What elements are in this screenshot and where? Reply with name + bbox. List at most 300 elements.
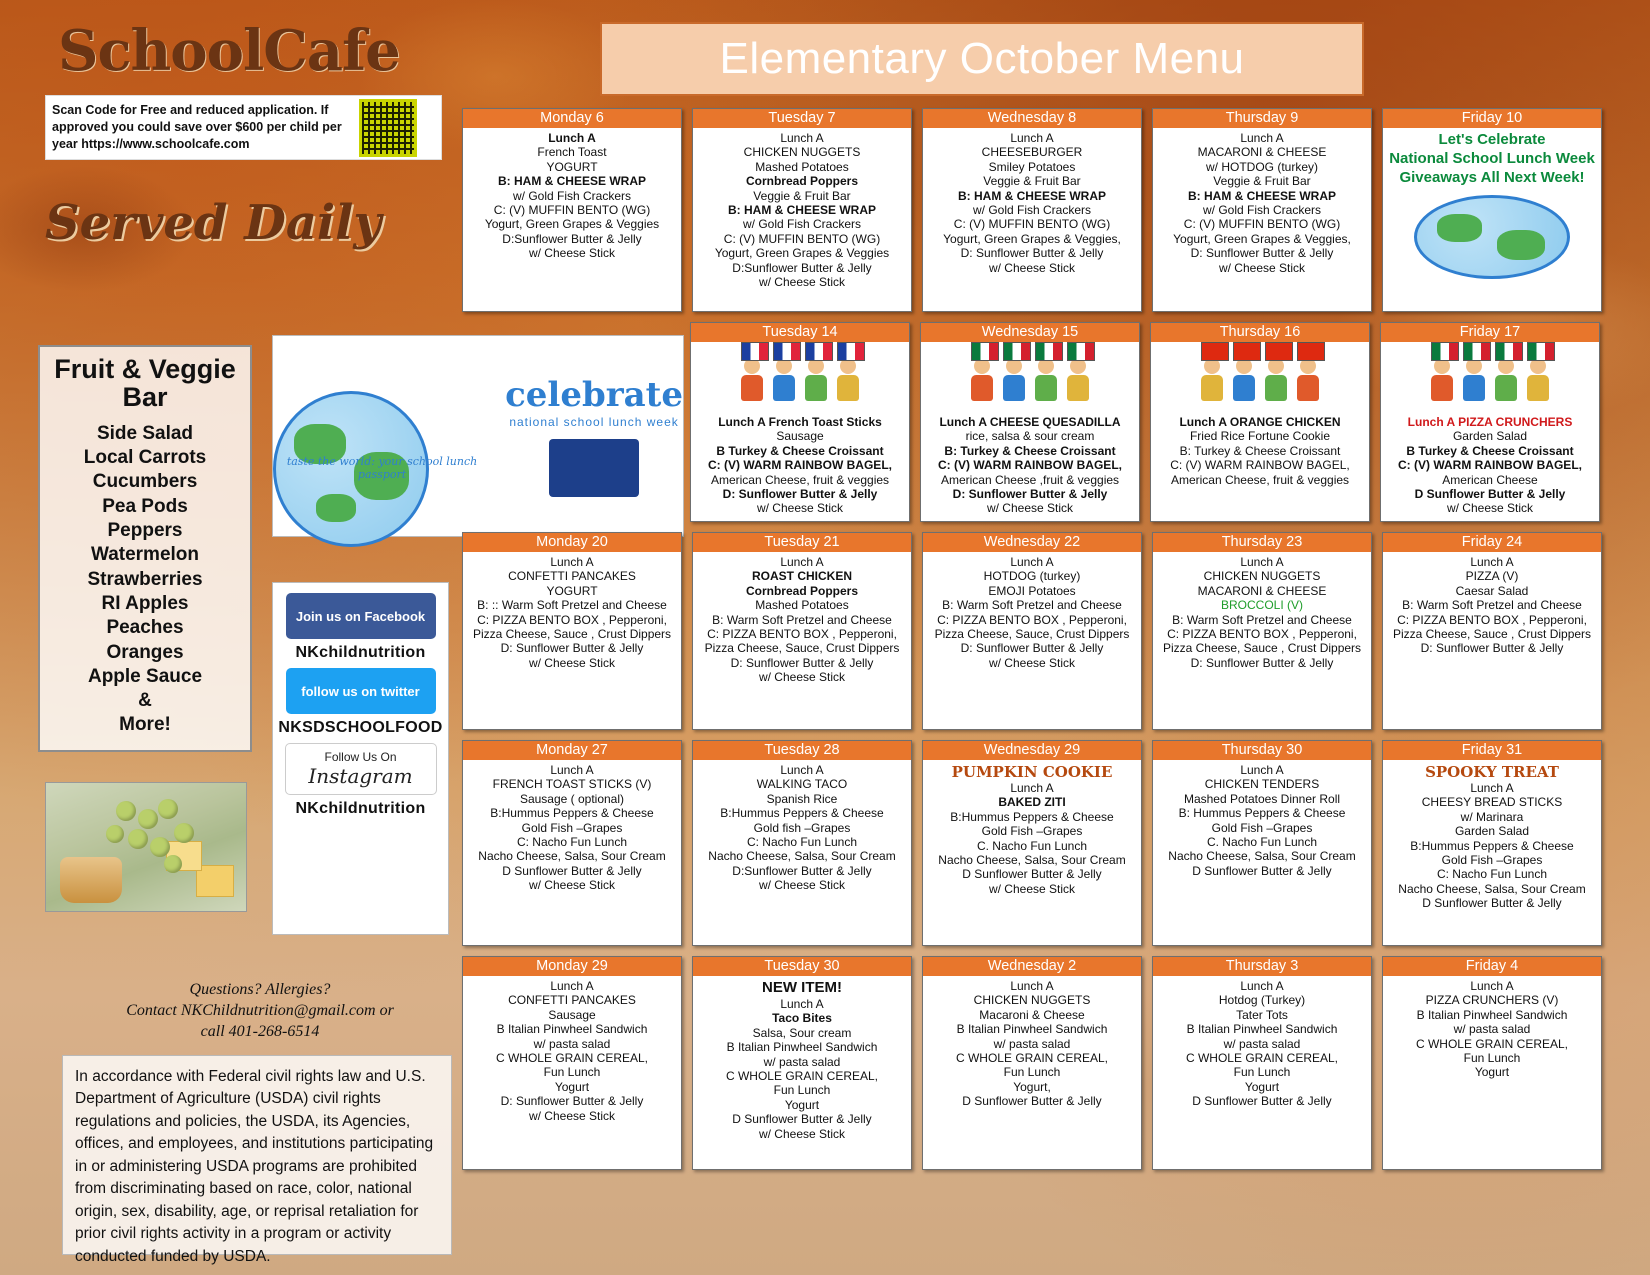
menu-line: YOGURT	[546, 583, 598, 598]
list-item: RI Apples	[101, 592, 189, 614]
menu-line: Yogurt	[1474, 1065, 1510, 1080]
list-item: Peaches	[106, 617, 184, 639]
fruit-veggie-bar-panel	[38, 345, 252, 752]
menu-line: B: HAM & CHEESE WRAP	[1187, 188, 1336, 203]
menu-line: w/ Cheese Stick	[988, 881, 1076, 896]
menu-line: C: Nacho Fun Lunch	[746, 834, 858, 849]
menu-line: Lunch A	[1010, 555, 1054, 569]
menu-line: Garden Salad	[1454, 824, 1530, 839]
france-flag-kids-icon	[691, 342, 909, 412]
menu-line: Yogurt, Green Grapes & Veggies,	[943, 231, 1121, 246]
menu-line: C. Nacho Fun Lunch	[1206, 834, 1318, 849]
menu-line: Spanish Rice	[766, 791, 838, 806]
day-header: Wednesday 29	[923, 741, 1141, 760]
menu-line: Lunch A	[1240, 131, 1284, 145]
menu-line: Yogurt	[554, 1079, 590, 1094]
menu-line: D:Sunflower Butter & Jelly	[732, 863, 872, 878]
menu-line: C: (V) WARM RAINBOW BAGEL,	[938, 458, 1122, 473]
menu-line: D: Sunflower Butter & Jelly	[500, 1094, 644, 1109]
day-menu	[1383, 128, 1601, 311]
day-menu	[921, 412, 1139, 521]
menu-line: Mashed Potatoes	[755, 159, 849, 174]
menu-line: w/ Cheese Stick	[988, 260, 1076, 275]
day-menu	[463, 760, 681, 945]
list-item: Oranges	[106, 641, 184, 663]
menu-line: C WHOLE GRAIN CEREAL,	[1415, 1036, 1569, 1051]
menu-line: B: :: Warm Soft Pretzel and Cheese	[477, 598, 667, 613]
fruit-veggie-bar-list	[40, 422, 250, 738]
menu-line: MACARONI & CHEESE	[1197, 145, 1327, 160]
globe-icon	[1414, 195, 1570, 279]
menu-line: C: PIZZA BENTO BOX , Pepperoni,	[1397, 612, 1587, 627]
day-header: Monday 20	[463, 533, 681, 552]
day-menu	[1383, 552, 1601, 729]
menu-line: w/ Cheese Stick	[528, 655, 616, 670]
menu-line: rice, salsa & sour cream	[965, 429, 1095, 444]
day-header: Monday 6	[463, 109, 681, 128]
menu-line: American Cheese, fruit & veggies	[710, 472, 890, 487]
qr-code-icon[interactable]	[359, 99, 417, 157]
day-cell-monday-27[interactable]	[462, 740, 682, 946]
day-header: Friday 4	[1383, 957, 1601, 976]
day-cell-thursday-30[interactable]	[1152, 740, 1372, 946]
calendar-week-row	[462, 108, 1614, 312]
menu-line: Fun Lunch	[1003, 1065, 1061, 1080]
day-menu	[923, 760, 1141, 945]
instagram-handle: NKchildnutrition	[295, 800, 426, 817]
menu-line: B: HAM & CHEESE WRAP	[727, 202, 876, 217]
menu-line: D Sunflower Butter & Jelly	[1414, 486, 1566, 501]
menu-line: Gold fish –Grapes	[753, 820, 851, 835]
list-item: Peppers	[107, 519, 183, 541]
day-cell-friday-4-nov[interactable]	[1382, 956, 1602, 1170]
list-item: Side Salad	[96, 422, 194, 444]
menu-line: B: Warm Soft Pretzel and Cheese	[1402, 598, 1582, 613]
menu-line: Sausage ( optional)	[519, 791, 625, 806]
mexico-flag-kids-icon	[921, 342, 1139, 412]
menu-line: w/ pasta salad	[1223, 1036, 1301, 1051]
menu-line: American Cheese ,fruit & veggies	[940, 472, 1120, 487]
menu-line: Nacho Cheese, Salsa, Sour Cream	[938, 852, 1126, 867]
day-menu	[693, 760, 911, 945]
menu-line: NEW ITEM!	[762, 979, 842, 996]
menu-line: SPOOKY TREAT	[1425, 763, 1559, 781]
menu-line: D: Sunflower Butter & Jelly	[500, 641, 644, 656]
menu-line: D: Sunflower Butter & Jelly	[960, 246, 1104, 261]
day-cell-friday-31[interactable]	[1382, 740, 1602, 946]
china-flag-kids-icon	[1151, 342, 1369, 412]
menu-line: Salsa, Sour cream	[752, 1025, 852, 1040]
day-header: Friday 17	[1381, 323, 1599, 342]
menu-line: w/ Gold Fish Crackers	[742, 217, 862, 232]
menu-line: CHICKEN TENDERS	[1204, 777, 1320, 792]
twitter-button[interactable]: follow us on twitter	[286, 668, 436, 714]
menu-line: B: HAM & CHEESE WRAP	[957, 188, 1106, 203]
menu-line: B Turkey & Cheese Croissant	[1406, 443, 1574, 458]
menu-line: Lunch A	[780, 131, 824, 145]
menu-line: w/ pasta salad	[1453, 1022, 1531, 1037]
menu-line: C: (V) WARM RAINBOW BAGEL,	[708, 458, 892, 473]
day-cell-wednesday-2-nov[interactable]	[922, 956, 1142, 1170]
celebrate-banner-cell	[462, 322, 680, 520]
menu-line: Cornbread Poppers	[745, 583, 859, 598]
list-item: Apple Sauce	[87, 665, 203, 687]
day-header: Tuesday 21	[693, 533, 911, 552]
menu-line: w/ Cheese Stick	[988, 655, 1076, 670]
menu-line: Caesar Salad	[1455, 583, 1529, 598]
menu-line: Lunch A	[1470, 979, 1514, 993]
menu-line: w/ Gold Fish Crackers	[972, 202, 1092, 217]
menu-line: Veggie & Fruit Bar	[753, 188, 851, 203]
menu-line: Hotdog (Turkey)	[1218, 993, 1306, 1008]
menu-line: D: Sunflower Butter & Jelly	[722, 486, 878, 501]
calendar-week-row	[462, 322, 1614, 522]
instagram-label: Instagram	[308, 764, 413, 788]
menu-line: w/ Marinara	[1460, 809, 1524, 824]
day-menu	[923, 976, 1141, 1169]
calendar-week-row	[462, 740, 1614, 946]
menu-line: Lunch A	[1010, 979, 1054, 993]
menu-line: Sausage	[776, 429, 824, 444]
menu-line: C: Nacho Fun Lunch	[516, 834, 628, 849]
menu-line: C: Nacho Fun Lunch	[1436, 867, 1548, 882]
day-header: Friday 24	[1383, 533, 1601, 552]
menu-line: w/ Cheese Stick	[758, 274, 846, 289]
day-menu	[693, 976, 911, 1169]
menu-line: C WHOLE GRAIN CEREAL,	[1185, 1050, 1339, 1065]
menu-line: Yogurt	[784, 1097, 820, 1112]
facebook-button[interactable]: Join us on Facebook	[286, 593, 436, 639]
menu-calendar	[462, 108, 1614, 1180]
menu-line: D: Sunflower Butter & Jelly	[952, 486, 1108, 501]
day-cell-monday-6[interactable]	[462, 108, 682, 312]
menu-line: Yogurt,	[1013, 1079, 1051, 1094]
menu-line: Fun Lunch	[1463, 1050, 1521, 1065]
menu-line: w/ Cheese Stick	[986, 501, 1074, 516]
menu-line: Macaroni & Cheese	[979, 1007, 1085, 1022]
menu-line: B: Warm Soft Pretzel and Cheese	[712, 612, 892, 627]
menu-line: C: (V) MUFFIN BENTO (WG)	[953, 217, 1111, 232]
menu-line: D: Sunflower Butter & Jelly	[1420, 641, 1564, 656]
menu-line: C: PIZZA BENTO BOX , Pepperoni,	[937, 612, 1127, 627]
day-cell-tuesday-21[interactable]	[692, 532, 912, 730]
menu-line: Smiley Potatoes	[988, 159, 1076, 174]
menu-line: Nacho Cheese, Salsa, Sour Cream	[478, 849, 666, 864]
menu-line: WALKING TACO	[756, 777, 848, 792]
usda-nondiscrimination-statement: In accordance with Federal civil rights law and U.S. Department of Agriculture (USDA) civil rights regulations and policies, the USDA, its Agencies, offices, and employees, and institutions participating in or administering USDA programs are prohibited from discriminating based on race, color, national origin, sex, disability, age, or reprisal retaliation for prior civil rights activity in a program or activity conducted funded by USDA.	[62, 1055, 452, 1255]
menu-line: Gold Fish –Grapes	[1441, 852, 1543, 867]
fruit-veggie-bar-heading: Fruit & Veggie Bar	[54, 354, 236, 413]
menu-line: C: (V) WARM RAINBOW BAGEL,	[1398, 458, 1582, 473]
day-cell-thursday-16[interactable]	[1150, 322, 1370, 522]
menu-line: Yogurt, Green Grapes & Veggies	[484, 217, 660, 232]
menu-line: Lunch A	[550, 555, 594, 569]
list-item: Local Carrots	[83, 447, 207, 468]
menu-line: B Italian Pinwheel Sandwich	[726, 1040, 878, 1055]
day-menu	[693, 128, 911, 311]
muffin-icon	[60, 857, 122, 903]
menu-line: B Italian Pinwheel Sandwich	[956, 1022, 1108, 1037]
menu-line: D Sunflower Butter & Jelly	[502, 863, 642, 878]
menu-line: FRENCH TOAST STICKS (V)	[492, 777, 652, 792]
menu-line: B: Hummus Peppers & Cheese	[1178, 806, 1346, 821]
day-header: Friday 10	[1383, 109, 1601, 128]
day-header: Tuesday 28	[693, 741, 911, 760]
day-cell-thursday-23[interactable]	[1152, 532, 1372, 730]
menu-line: CONFETTI PANCAKES	[508, 993, 636, 1008]
menu-line: ROAST CHICKEN	[751, 569, 852, 584]
menu-line: w/ pasta salad	[993, 1036, 1071, 1051]
day-cell-friday-24[interactable]	[1382, 532, 1602, 730]
menu-line: B Turkey & Cheese Croissant	[716, 443, 884, 458]
day-header: Thursday 30	[1153, 741, 1371, 760]
menu-line: w/ Cheese Stick	[756, 501, 844, 516]
menu-line: American Cheese, fruit & veggies	[1170, 472, 1350, 487]
social-links-panel	[272, 582, 449, 935]
menu-line: C: (V) MUFFIN BENTO (WG)	[723, 231, 881, 246]
day-cell-tuesday-28[interactable]	[692, 740, 912, 946]
day-cell-wednesday-29[interactable]	[922, 740, 1142, 946]
menu-line: Yogurt, Green Grapes & Veggies,	[1173, 231, 1351, 246]
schoolcafe-logo: SchoolCafe	[58, 18, 400, 84]
day-menu	[1153, 976, 1371, 1169]
menu-line: Veggie & Fruit Bar	[983, 174, 1081, 189]
menu-line: American Cheese	[1442, 472, 1538, 487]
menu-line: B: Warm Soft Pretzel and Cheese	[942, 598, 1122, 613]
questions-line-2: Contact NKChildnutrition@gmail.com or	[126, 1001, 394, 1019]
day-cell-tuesday-30-nov[interactable]	[692, 956, 912, 1170]
list-item: Watermelon	[90, 544, 200, 566]
menu-line: Garden Salad	[1452, 429, 1528, 444]
calendar-week-row	[462, 956, 1614, 1170]
celebrate-word: celebrate	[505, 375, 683, 415]
menu-line: C WHOLE GRAIN CEREAL,	[495, 1050, 649, 1065]
menu-line: Fun Lunch	[543, 1065, 601, 1080]
menu-line: B:Hummus Peppers & Cheese	[1410, 838, 1574, 853]
menu-line: Lunch A	[780, 763, 824, 777]
menu-line: Let's Celebrate	[1438, 131, 1546, 148]
day-header: Tuesday 7	[693, 109, 911, 128]
day-header: Thursday 16	[1151, 323, 1369, 342]
menu-line: D Sunflower Butter & Jelly	[962, 867, 1102, 882]
lunch-tray-photo	[45, 782, 247, 912]
menu-line: CHICKEN NUGGETS	[743, 145, 861, 160]
day-header: Tuesday 14	[691, 323, 909, 342]
menu-line: Lunch A	[780, 555, 824, 569]
menu-line: Lunch A	[1470, 781, 1514, 795]
day-menu	[691, 412, 909, 521]
menu-line: w/ pasta salad	[763, 1054, 841, 1069]
menu-line: Lunch A	[1470, 555, 1514, 569]
list-item: &	[138, 690, 152, 712]
menu-line: YOGURT	[546, 159, 598, 174]
menu-line: B: Warm Soft Pretzel and Cheese	[1172, 612, 1352, 627]
menu-line: D: Sunflower Butter & Jelly	[1190, 655, 1334, 670]
menu-line: Gold Fish –Grapes	[1211, 820, 1313, 835]
menu-line: Lunch A French Toast Sticks	[718, 415, 882, 429]
menu-line: Lunch A	[550, 979, 594, 993]
menu-line: Lunch A PIZZA CRUNCHERS	[1407, 415, 1573, 429]
served-daily-heading: Served Daily	[45, 195, 382, 251]
menu-line: C WHOLE GRAIN CEREAL,	[725, 1068, 879, 1083]
menu-line: Fried Rice Fortune Cookie	[1189, 429, 1331, 444]
menu-line: D Sunflower Butter & Jelly	[1192, 863, 1332, 878]
menu-line: C: (V) MUFFIN BENTO (WG)	[1183, 217, 1341, 232]
day-header: Wednesday 2	[923, 957, 1141, 976]
menu-line: PUMPKIN COOKIE	[951, 763, 1113, 781]
menu-line: w/ pasta salad	[533, 1036, 611, 1051]
menu-line: B:Hummus Peppers & Cheese	[950, 809, 1114, 824]
day-cell-friday-17[interactable]	[1380, 322, 1600, 522]
menu-line: D: Sunflower Butter & Jelly	[1190, 246, 1334, 261]
menu-line: B:Hummus Peppers & Cheese	[720, 806, 884, 821]
day-cell-wednesday-8[interactable]	[922, 108, 1142, 312]
menu-line: w/ Cheese Stick	[528, 1108, 616, 1123]
list-item: Pea Pods	[102, 495, 188, 517]
menu-line: Lunch A	[780, 997, 824, 1011]
day-cell-friday-10[interactable]	[1382, 108, 1602, 312]
menu-line: D Sunflower Butter & Jelly	[962, 1094, 1102, 1109]
menu-line: Pizza Cheese, Sauce , Crust Dippers	[1162, 641, 1362, 656]
menu-line: B Italian Pinwheel Sandwich	[1186, 1022, 1338, 1037]
menu-line: Tater Tots	[1236, 1007, 1288, 1022]
menu-line: Nacho Cheese, Salsa, Sour Cream	[1398, 881, 1586, 896]
menu-line: w/ Cheese Stick	[758, 1126, 846, 1141]
menu-line: Fun Lunch	[773, 1083, 831, 1098]
menu-line: D:Sunflower Butter & Jelly	[732, 260, 872, 275]
day-menu	[923, 128, 1141, 311]
menu-line: w/ Gold Fish Crackers	[1202, 202, 1322, 217]
menu-line: B Italian Pinwheel Sandwich	[1416, 1007, 1568, 1022]
menu-line: Lunch A	[548, 131, 596, 145]
menu-line: w/ Cheese Stick	[758, 878, 846, 893]
menu-line: B Italian Pinwheel Sandwich	[496, 1022, 648, 1037]
menu-line: Lunch A	[1010, 781, 1054, 795]
menu-line: CHICKEN NUGGETS	[1203, 569, 1321, 584]
menu-line: D: Sunflower Butter & Jelly	[960, 641, 1104, 656]
menu-line: Pizza Cheese, Sauce, Crust Dippers	[704, 641, 900, 656]
day-menu	[693, 552, 911, 729]
menu-line: D:Sunflower Butter & Jelly	[502, 231, 642, 246]
questions-line-3: call 401-268-6514	[200, 1022, 320, 1040]
day-menu	[1381, 412, 1599, 521]
instagram-button[interactable]	[285, 743, 437, 795]
day-cell-monday-20[interactable]	[462, 532, 682, 730]
day-cell-monday-29-nov[interactable]	[462, 956, 682, 1170]
page-title-text: Elementary October Menu	[719, 34, 1245, 83]
day-header: Wednesday 15	[921, 323, 1139, 342]
menu-line: w/ Cheese Stick	[1446, 501, 1534, 516]
menu-line: CHICKEN NUGGETS	[973, 993, 1091, 1008]
questions-contact-block	[80, 980, 440, 1042]
day-cell-wednesday-15[interactable]	[920, 322, 1140, 522]
menu-line: C WHOLE GRAIN CEREAL,	[955, 1050, 1109, 1065]
menu-line: Yogurt, Green Grapes & Veggies	[714, 246, 890, 261]
menu-line: Nacho Cheese, Salsa, Sour Cream	[1168, 849, 1356, 864]
facebook-handle: NKchildnutrition	[295, 644, 426, 661]
day-cell-thursday-9[interactable]	[1152, 108, 1372, 312]
day-menu	[463, 552, 681, 729]
menu-line: CHEESY BREAD STICKS	[1421, 795, 1563, 810]
menu-line: Lunch A	[1240, 979, 1284, 993]
day-menu	[463, 128, 681, 311]
menu-line: C: PIZZA BENTO BOX , Pepperoni,	[477, 612, 667, 627]
menu-line: D Sunflower Butter & Jelly	[1422, 896, 1562, 911]
day-menu	[1383, 976, 1601, 1169]
list-item: Strawberries	[87, 568, 203, 590]
menu-line: Mashed Potatoes Dinner Roll	[1183, 791, 1341, 806]
menu-line: Giveaways All Next Week!	[1399, 168, 1585, 186]
menu-line: Taco Bites	[772, 1011, 832, 1026]
menu-line: D Sunflower Butter & Jelly	[1192, 1094, 1332, 1109]
day-menu	[1151, 412, 1369, 521]
menu-line: PIZZA (V)	[1465, 569, 1519, 584]
menu-line: BAKED ZITI	[998, 795, 1066, 810]
day-header: Thursday 23	[1153, 533, 1371, 552]
day-cell-tuesday-14[interactable]	[690, 322, 910, 522]
menu-line: Mashed Potatoes	[755, 598, 849, 613]
menu-line: D: Sunflower Butter & Jelly	[730, 655, 874, 670]
day-header: Monday 27	[463, 741, 681, 760]
menu-line: Pizza Cheese, Sauce , Crust Dippers	[472, 626, 672, 641]
list-item: Cucumbers	[92, 471, 198, 493]
menu-line: EMOJI Potatoes	[988, 583, 1076, 598]
day-header: Tuesday 30	[693, 957, 911, 976]
day-menu	[463, 976, 681, 1169]
qr-application-box	[45, 95, 442, 160]
day-cell-tuesday-7[interactable]	[692, 108, 912, 312]
day-header: Monday 29	[463, 957, 681, 976]
list-item: More!	[119, 714, 171, 736]
menu-line: HOTDOG (turkey)	[983, 569, 1081, 584]
menu-line: PIZZA CRUNCHERS (V)	[1425, 993, 1559, 1008]
menu-line: B: Turkey & Cheese Croissant	[1179, 443, 1341, 458]
menu-line: Lunch A CHEESE QUESADILLA	[939, 415, 1121, 429]
menu-line: w/ Cheese Stick	[528, 878, 616, 893]
menu-line: Fun Lunch	[1233, 1065, 1291, 1080]
menu-line: Nacho Cheese, Salsa, Sour Cream	[708, 849, 896, 864]
day-cell-wednesday-22[interactable]	[922, 532, 1142, 730]
day-menu	[1153, 128, 1371, 311]
twitter-handle: NKSDSCHOOLFOOD	[278, 719, 443, 736]
menu-line: C: PIZZA BENTO BOX , Pepperoni,	[1167, 626, 1357, 641]
menu-line: w/ Cheese Stick	[758, 670, 846, 685]
menu-line: w/ Cheese Stick	[1218, 260, 1306, 275]
day-header: Wednesday 8	[923, 109, 1141, 128]
page-title	[600, 22, 1364, 96]
day-cell-thursday-3-nov[interactable]	[1152, 956, 1372, 1170]
day-header: Wednesday 22	[923, 533, 1141, 552]
menu-line: Veggie & Fruit Bar	[1213, 174, 1311, 189]
instagram-top-label: Follow Us On	[324, 750, 397, 764]
menu-line: Pizza Cheese, Sauce, Crust Dippers	[934, 626, 1130, 641]
menu-line: National School Lunch Week	[1389, 149, 1595, 167]
menu-line: D Sunflower Butter & Jelly	[732, 1112, 872, 1127]
menu-line: B: HAM & CHEESE WRAP	[497, 174, 646, 189]
menu-line: C: (V) MUFFIN BENTO (WG)	[493, 202, 651, 217]
menu-line: BROCCOLI (V)	[1220, 598, 1303, 613]
menu-line: w/ Cheese Stick	[528, 246, 616, 261]
menu-line: CHEESEBURGER	[981, 145, 1083, 160]
menu-line: Lunch A	[1240, 763, 1284, 777]
day-header: Thursday 3	[1153, 957, 1371, 976]
menu-line: w/ Gold Fish Crackers	[512, 188, 632, 203]
menu-line: Pizza Cheese, Sauce , Crust Dippers	[1392, 626, 1592, 641]
menu-line: C. Nacho Fun Lunch	[976, 838, 1088, 853]
menu-line: Sausage	[548, 1007, 596, 1022]
menu-line: w/ HOTDOG (turkey)	[1205, 159, 1318, 174]
menu-line: Lunch A	[550, 763, 594, 777]
